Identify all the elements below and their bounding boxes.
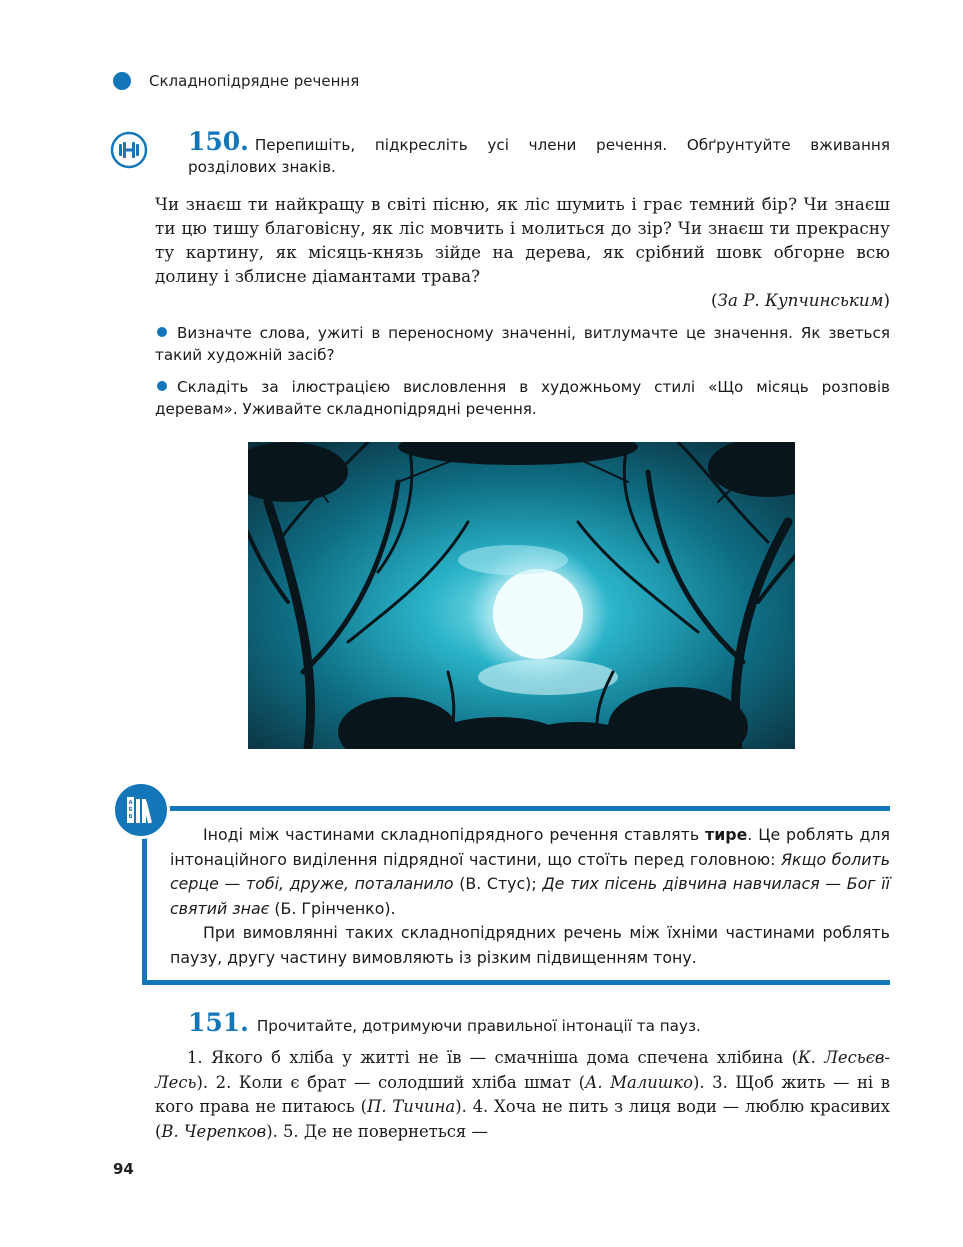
dumbbell-icon [110,131,148,169]
rule-paragraph-1 [170,823,890,921]
quote-text: 1. Якого б хліба у житті не їв — смачніша дома спечена хлібина ( [187,1048,798,1067]
moon-trees-illustration [248,442,795,749]
rule-text-part: Іноді між частинами складнопідрядного речення ставлять [203,825,706,844]
svg-text:В: В [128,814,133,820]
quote-author: П. Тичина [367,1097,456,1116]
svg-text:А: А [128,800,133,806]
rule-paragraph-2: При вимовлянні таких складнопідрядних речень між їхніми частинами роблять паузу, другу частину вимовляють із різким підвищенням тону. [170,923,890,967]
poem-author: (За Р. Купчинським) [711,290,890,310]
bullet-text: Визначте слова, ужиті в переносному значенні, витлумачте це значення. Як зветься такий художній засіб? [155,324,890,364]
bullet-dot-icon [157,327,167,337]
rule-term: тире [705,825,748,844]
exercise-150-task [188,127,890,178]
bullet-dot-icon [113,72,131,90]
proverbs-text [155,1046,890,1144]
page-number: 94 [113,1160,134,1178]
author-name: За Р. Купчинським [717,290,884,310]
quote-text: ). 4. Хоча не пить з лиця води — люблю красивих ( [155,1097,890,1141]
quote-text: ). 3. Щоб жить — ні в кого права не питаюсь ( [155,1072,890,1116]
exercise-number: 151. [188,1008,249,1037]
quote-author: К. Лесьєв-Лесь [155,1048,890,1092]
proverbs-paragraph [155,1046,890,1144]
rule-example-author: (Б. Грінченко). [269,898,396,918]
bullet-text: Складіть за ілюстрацією висловлення в художньому стилі «Що місяць розповів деревам». Уживайте складнопідрядні речення. [155,378,890,418]
poem-text: Чи знаєш ти найкращу в світі пісню, як ліс шумить і грає темний бір? Чи знаєш ти цю тишу благовісну, як ліс мовчить і молиться до зір? Чи знаєш ти прекрасну ту картину, як місяць-князь зійде на дерева, як срібний шовк обгорне всю долину і зблисне діамантами трава? [155,194,890,286]
section-header [113,72,359,90]
rule-example: Якщо болить серце — тобі, друже, поталанило [170,849,890,893]
task-text: Перепишіть, підкресліть усі члени речення. Обґрунтуйте вживання розділових знаків. [188,136,890,176]
bullet-dot-icon [157,381,167,391]
bullet-item-2 [155,376,890,420]
rule-text-part: . Це роблять для інтонаційного виділення підрядної частини, що стоїть перед головною: [170,825,891,869]
books-icon [112,781,170,839]
bullet-item-1 [155,322,890,366]
quote-author: В. Черепков [161,1121,267,1141]
task-text: Прочитайте, дотримуючи правильної інтонації та пауз. [256,1017,701,1035]
rule-example: Де тих пісень дівчина навчилася — Бог її святий знає [170,874,890,918]
exercise-number: 150. [188,127,249,156]
rule-example-author: (В. Стус); [453,874,543,893]
section-title: Складнопідрядне речення [149,72,360,90]
svg-text:Б: Б [128,807,133,813]
exercise-151-task [188,1008,890,1037]
quote-text: ). 2. Коли є брат — солодший хліба шмат ( [196,1072,585,1092]
rule-text [170,823,890,970]
quote-text: ). 5. Де не повернеться — [266,1121,488,1141]
quote-author: А. Малишко [585,1072,693,1092]
